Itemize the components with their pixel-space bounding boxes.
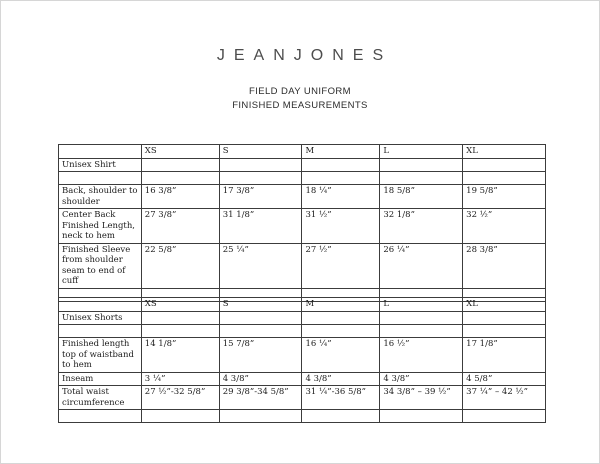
row-label-cell: [59, 410, 142, 423]
measurement-cell: [302, 311, 380, 325]
measurement-cell: [141, 311, 219, 325]
measurement-cell: [302, 325, 380, 338]
measurement-cell: S: [219, 298, 302, 312]
row-label-cell: Unisex Shorts: [59, 311, 142, 325]
title-line-1: FIELD DAY UNIFORM: [249, 86, 351, 97]
measurement-cell: [141, 325, 219, 338]
measurement-cell: 14 1/8”: [141, 338, 219, 373]
measurement-cell: 27 ½”: [302, 243, 380, 288]
measurement-cell: M: [302, 298, 380, 312]
measurement-cell: 17 1/8”: [463, 338, 546, 373]
row-label-cell: Total waist circumference: [59, 386, 142, 410]
measurement-cell: 29 3/8”-34 5/8”: [219, 386, 302, 410]
measurement-cell: 34 3/8” – 39 ½”: [380, 386, 463, 410]
measurement-cell: 19 5/8”: [463, 185, 546, 209]
measurement-cell: [463, 172, 546, 185]
row-label-cell: Finished length top of waistband to hem: [59, 338, 142, 373]
measurement-cell: XL: [463, 145, 546, 159]
measurement-cell: 31 ½”: [302, 209, 380, 244]
measurement-cell: 37 ¼” – 42 ½”: [463, 386, 546, 410]
row-label-cell: [59, 325, 142, 338]
measurement-cell: M: [302, 145, 380, 159]
measurement-cell: [219, 311, 302, 325]
row-label-cell: Center Back Finished Length, neck to hem: [59, 209, 142, 244]
table-row: [59, 172, 546, 185]
table-row: [59, 338, 546, 373]
measurement-cell: 31 1/8”: [219, 209, 302, 244]
measurement-cell: [302, 410, 380, 423]
row-label-cell: [59, 172, 142, 185]
row-label-cell: Unisex Shirt: [59, 158, 142, 172]
measurement-cell: 28 3/8”: [463, 243, 546, 288]
row-label-cell: [59, 145, 142, 159]
measurement-cell: [463, 311, 546, 325]
measurement-cell: [219, 410, 302, 423]
table-row: [59, 185, 546, 209]
measurement-cell: [463, 158, 546, 172]
brand-logo: JEANJONES: [216, 47, 393, 64]
measurement-cell: [463, 325, 546, 338]
table-row: [59, 145, 546, 159]
measurement-cell: 4 5/8”: [463, 372, 546, 386]
measurement-cell: [463, 410, 546, 423]
measurement-cell: 27 3/8”: [141, 209, 219, 244]
measurement-cell: 4 3/8”: [219, 372, 302, 386]
table-row: [59, 372, 546, 386]
measurement-cell: 15 7/8”: [219, 338, 302, 373]
measurement-cell: 16 ¼”: [302, 338, 380, 373]
table-row: [59, 209, 546, 244]
measurement-cell: L: [380, 298, 463, 312]
table-row: [59, 386, 546, 410]
table-row: [59, 243, 546, 288]
shirt-measurements-table: [58, 144, 546, 302]
measurement-cell: 3 ¼”: [141, 372, 219, 386]
measurement-cell: [380, 158, 463, 172]
measurement-cell: 27 ½”-32 5/8”: [141, 386, 219, 410]
measurement-cell: 18 5/8”: [380, 185, 463, 209]
measurement-cell: [380, 311, 463, 325]
table-row: [59, 311, 546, 325]
measurement-cell: [219, 172, 302, 185]
measurement-cell: 32 1/8”: [380, 209, 463, 244]
measurement-cell: L: [380, 145, 463, 159]
table-row: [59, 325, 546, 338]
measurement-cell: 16 3/8”: [141, 185, 219, 209]
measurement-cell: XL: [463, 298, 546, 312]
measurement-cell: 22 5/8”: [141, 243, 219, 288]
measurement-cell: 17 3/8”: [219, 185, 302, 209]
measurement-cell: XS: [141, 145, 219, 159]
measurement-cell: [219, 158, 302, 172]
measurement-cell: 16 ½”: [380, 338, 463, 373]
measurement-cell: [302, 172, 380, 185]
measurement-cell: [302, 158, 380, 172]
row-label-cell: Back, shoulder to shoulder: [59, 185, 142, 209]
measurement-cell: [380, 172, 463, 185]
row-label-cell: Finished Sleeve from shoulder seam to end of cuff: [59, 243, 142, 288]
table-row: [59, 410, 546, 423]
measurement-cell: [141, 410, 219, 423]
measurement-cell: [380, 325, 463, 338]
title-line-2: FINISHED MEASUREMENTS: [232, 100, 368, 111]
measurement-cell: 32 ½”: [463, 209, 546, 244]
measurement-cell: [219, 325, 302, 338]
row-label-cell: Inseam: [59, 372, 142, 386]
measurement-cell: 25 ¼”: [219, 243, 302, 288]
row-label-cell: [59, 298, 142, 312]
table-row: [59, 298, 546, 312]
document-title: [1, 85, 599, 113]
measurement-cell: 31 ¼”-36 5/8”: [302, 386, 380, 410]
measurement-cell: [141, 172, 219, 185]
measurement-cell: 18 ¼”: [302, 185, 380, 209]
measurement-cell: [380, 410, 463, 423]
measurement-cell: S: [219, 145, 302, 159]
measurement-cell: 4 3/8”: [302, 372, 380, 386]
measurement-cell: [141, 158, 219, 172]
table-row: [59, 158, 546, 172]
measurement-cell: 4 3/8”: [380, 372, 463, 386]
measurement-cell: 26 ¼”: [380, 243, 463, 288]
measurement-cell: XS: [141, 298, 219, 312]
shorts-measurements-table: [58, 297, 546, 423]
